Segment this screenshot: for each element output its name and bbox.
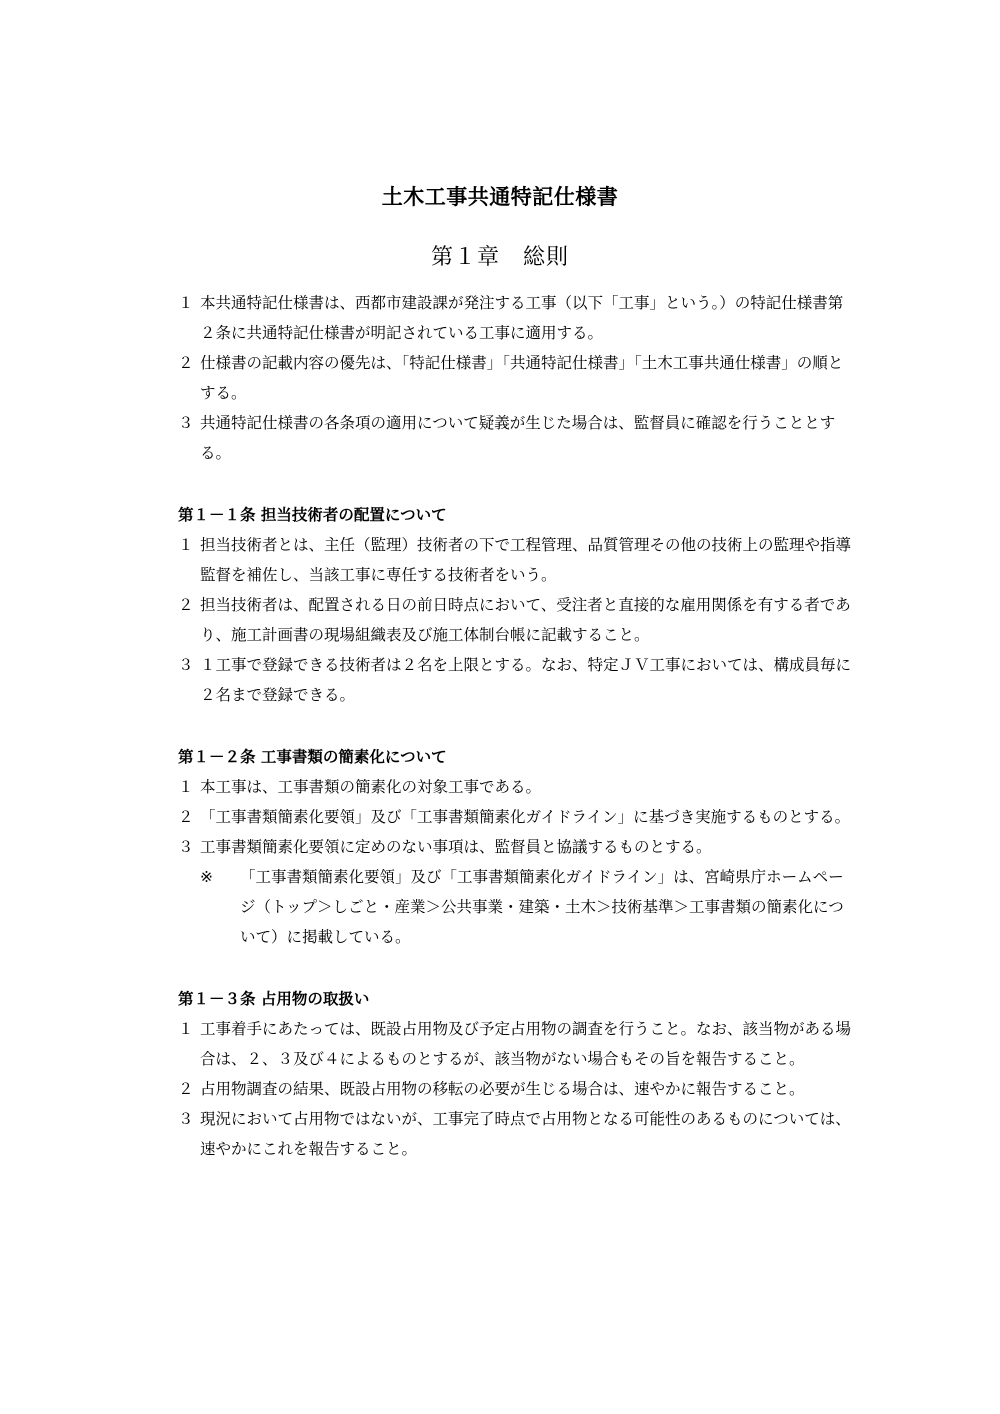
article-item: [178, 1104, 858, 1164]
item-number: ３: [178, 414, 194, 432]
note-mark: ※: [200, 868, 213, 886]
article-item: [178, 832, 858, 862]
article-section: [178, 500, 858, 710]
intro-item: [178, 288, 858, 348]
article-heading: 第１－１条 担当技術者の配置について: [178, 506, 447, 524]
item-text: 工事着手にあたっては、既設占用物及び予定占用物の調査を行うこと。なお、該当物がある場合は、２、３及び４によるものとするが、該当物がない場合もその旨を報告すること。: [200, 1020, 852, 1068]
item-text: 占用物調査の結果、既設占用物の移転の必要が生じる場合は、速やかに報告すること。: [200, 1080, 805, 1098]
item-text: 「工事書類簡素化要領」及び「工事書類簡素化ガイドライン」に基づき実施するものとする。: [200, 808, 851, 826]
article-heading: 第１－３条 占用物の取扱い: [178, 990, 370, 1008]
document-title: 土木工事共通特記仕様書: [381, 185, 619, 209]
item-text: 工事書類簡素化要領に定めのない事項は、監督員と協議するものとする。: [200, 838, 712, 856]
intro-item: [178, 408, 858, 468]
item-number: １: [178, 1020, 194, 1038]
article-item: [178, 590, 858, 650]
item-number: ３: [178, 656, 194, 674]
article-item: [178, 772, 858, 802]
item-text: 現況において占用物ではないが、工事完了時点で占用物となる可能性のあるものについては、速やかにこれを報告すること。: [200, 1110, 851, 1158]
item-text: 担当技術者は、配置される日の前日時点において、受注者と直接的な雇用関係を有する者であり、施工計画書の現場組織表及び施工体制台帳に記載すること。: [200, 596, 851, 644]
article-item: [178, 650, 858, 710]
article-item: [178, 802, 858, 832]
item-text: 本共通特記仕様書は、西都市建設課が発注する工事（以下「工事」という。）の特記仕様書第２条に共通特記仕様書が明記されている工事に適用する。: [200, 294, 844, 342]
article-section: [178, 742, 858, 952]
item-text: 担当技術者とは、主任（監理）技術者の下で工程管理、品質管理その他の技術上の監理や指導監督を補佐し、当該工事に専任する技術者をいう。: [200, 536, 852, 584]
article-section: [178, 984, 858, 1164]
item-number: １: [178, 294, 194, 312]
item-number: ２: [178, 1080, 194, 1098]
item-text: 仕様書の記載内容の優先は、「特記仕様書」「共通特記仕様書」「土木工事共通仕様書」の順とする。: [200, 354, 844, 402]
item-number: ２: [178, 596, 194, 614]
note-text: 「工事書類簡素化要領」及び「工事書類簡素化ガイドライン」は、宮崎県庁ホームページ（トップ＞しごと・産業＞公共事業・建築・土木＞技術基準＞工事書類の簡素化について）に掲載している。: [240, 868, 844, 946]
chapter-title: 第１章 総則: [430, 245, 569, 270]
article-item: [178, 530, 858, 590]
article-heading: 第１－２条 工事書類の簡素化について: [178, 748, 447, 766]
intro-item: [178, 348, 858, 408]
item-number: ２: [178, 808, 194, 826]
article-note: [200, 862, 858, 952]
article-item: [178, 1074, 858, 1104]
item-number: １: [178, 778, 194, 796]
document-body: [178, 288, 858, 1164]
item-text: 共通特記仕様書の各条項の適用について疑義が生じた場合は、監督員に確認を行うこととする。: [200, 414, 836, 462]
item-number: １: [178, 536, 194, 554]
item-text: １工事で登録できる技術者は２名を上限とする。なお、特定ＪＶ工事においては、構成員毎に２名まで登録できる。: [200, 656, 852, 704]
item-number: ３: [178, 838, 194, 856]
article-item: [178, 1014, 858, 1074]
item-number: ２: [178, 354, 194, 372]
item-text: 本工事は、工事書類の簡素化の対象工事である。: [200, 778, 542, 796]
item-number: ３: [178, 1110, 194, 1128]
